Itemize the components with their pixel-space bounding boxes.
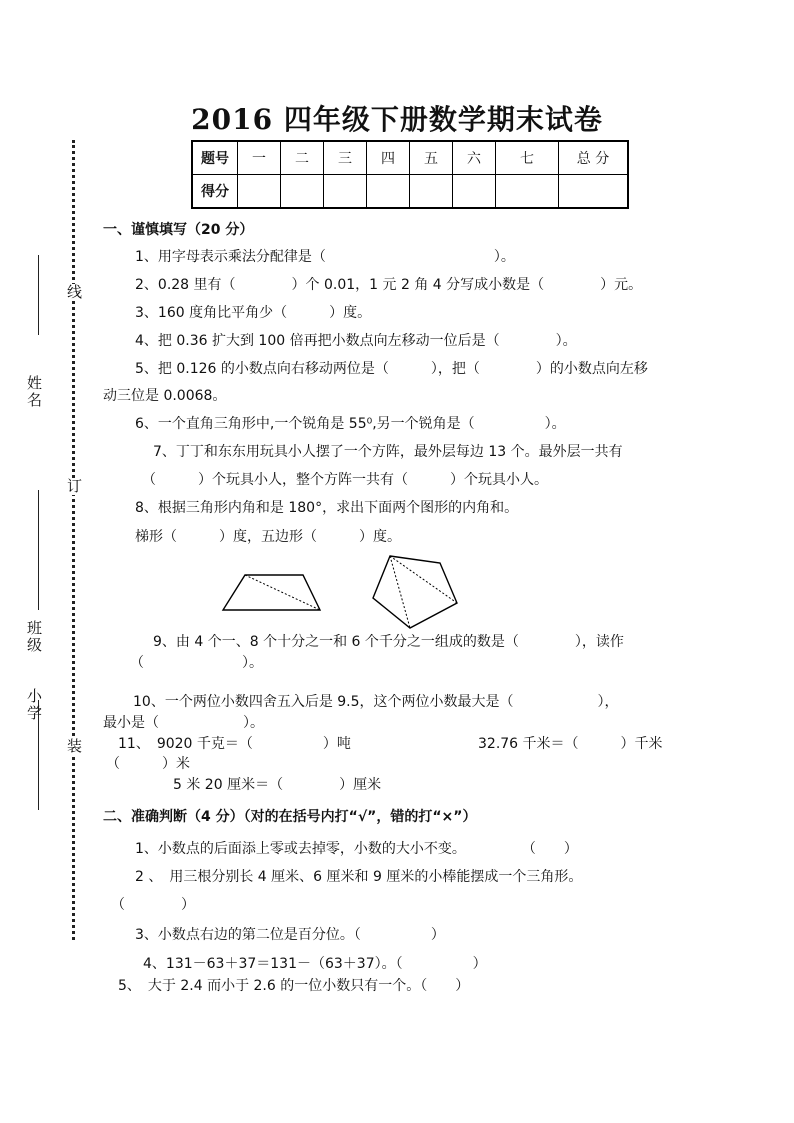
question-line: 1、用字母表示乘法分配律是（ ）。 bbox=[135, 249, 515, 265]
question-line: 4、把 0.36 扩大到 100 倍再把小数点向左移动一位后是（ ）。 bbox=[135, 333, 577, 349]
score-cell: 六 bbox=[453, 141, 496, 175]
score-table-score-row bbox=[192, 175, 628, 209]
question-line: 3、160 度角比平角少（ ）度。 bbox=[135, 305, 372, 321]
question-line: 7、丁丁和东东用玩具小人摆了一个方阵，最外层每边 13 个。最外层一共有 bbox=[153, 444, 623, 460]
page-title: 2016 四年级下册数学期末试卷 bbox=[191, 103, 603, 136]
question-line: 8、根据三角形内角和是 180°，求出下面两个图形的内角和。 bbox=[135, 500, 519, 516]
question-line: （ ） bbox=[111, 897, 195, 913]
question-line: 梯形（ ）度，五边形（ ）度。 bbox=[135, 529, 401, 545]
margin-char-ding: 订 bbox=[65, 478, 83, 495]
score-input-cell[interactable] bbox=[410, 175, 453, 209]
question-line: 最小是（ ）。 bbox=[103, 715, 264, 731]
trapezoid-figure bbox=[215, 550, 325, 615]
question-line: 3、小数点右边的第二位是百分位。（ ） bbox=[135, 927, 445, 943]
score-input-cell[interactable] bbox=[496, 175, 559, 209]
score-input-cell[interactable] bbox=[453, 175, 496, 209]
name-underline bbox=[38, 255, 39, 335]
question-line: 1、小数点的后面添上零或去掉零，小数的大小不变。 （ ） bbox=[135, 841, 578, 857]
school-label: 小学 bbox=[25, 688, 43, 722]
question-line: 2、0.28 里有（ ）个 0.01，1 元 2 角 4 分写成小数是（ ）元。 bbox=[135, 277, 643, 293]
score-cell: 得分 bbox=[192, 175, 238, 209]
question-line: 5、 大于 2.4 而小于 2.6 的一位小数只有一个。（ ） bbox=[118, 978, 470, 994]
score-input-cell[interactable] bbox=[559, 175, 629, 209]
question-line: 11、 9020 千克＝（ ）吨 bbox=[118, 736, 351, 752]
score-cell: 二 bbox=[281, 141, 324, 175]
score-table-header-row bbox=[192, 141, 628, 175]
question-line: （ ）个玩具小人，整个方阵一共有（ ）个玩具小人。 bbox=[142, 472, 548, 488]
margin-char-xian: 线 bbox=[65, 284, 83, 301]
class-label: 班级 bbox=[25, 620, 43, 654]
score-input-cell[interactable] bbox=[238, 175, 281, 209]
name-label: 姓名 bbox=[25, 375, 43, 409]
score-input-cell[interactable] bbox=[367, 175, 410, 209]
score-input-cell[interactable] bbox=[324, 175, 367, 209]
score-cell: 三 bbox=[324, 141, 367, 175]
score-cell: 四 bbox=[367, 141, 410, 175]
score-table bbox=[191, 140, 629, 209]
score-cell: 总 分 bbox=[559, 141, 629, 175]
score-cell: 五 bbox=[410, 141, 453, 175]
question-line: 动三位是 0.0068。 bbox=[103, 388, 227, 404]
binding-dotted-line bbox=[72, 140, 75, 940]
margin-char-zhuang: 装 bbox=[65, 738, 83, 755]
section-heading: 一、谨慎填写（20 分） bbox=[103, 222, 254, 238]
question-line: 5、把 0.126 的小数点向右移动两位是（ ），把（ ）的小数点向左移 bbox=[135, 361, 648, 377]
question-line: 6、一个直角三角形中,一个锐角是 55⁰,另一个锐角是（ ）。 bbox=[135, 416, 566, 432]
question-line: （ ）。 bbox=[130, 655, 263, 671]
score-input-cell[interactable] bbox=[281, 175, 324, 209]
question-line: 4、131－63＋37＝131－（63＋37）。（ ） bbox=[143, 956, 487, 972]
question-line: （ ）米 bbox=[106, 756, 190, 772]
question-line: 2 、 用三根分别长 4 厘米、6 厘米和 9 厘米的小棒能摆成一个三角形。 bbox=[135, 869, 583, 885]
pentagon-figure bbox=[365, 548, 460, 633]
score-cell: 一 bbox=[238, 141, 281, 175]
question-line: 10、一个两位小数四舍五入后是 9.5，这个两位小数最大是（ ）， bbox=[133, 694, 619, 710]
score-cell: 题号 bbox=[192, 141, 238, 175]
question-line: 9、由 4 个一、8 个十分之一和 6 个千分之一组成的数是（ ），读作 bbox=[153, 634, 624, 650]
question-line: 32.76 千米＝（ ）千米 bbox=[478, 736, 663, 752]
section-heading: 二、准确判断（4 分）（对的在括号内打“√”，错的打“×”） bbox=[103, 809, 477, 825]
class-underline bbox=[38, 490, 39, 610]
score-cell: 七 bbox=[496, 141, 559, 175]
question-line: 5 米 20 厘米＝（ ）厘米 bbox=[173, 777, 382, 793]
